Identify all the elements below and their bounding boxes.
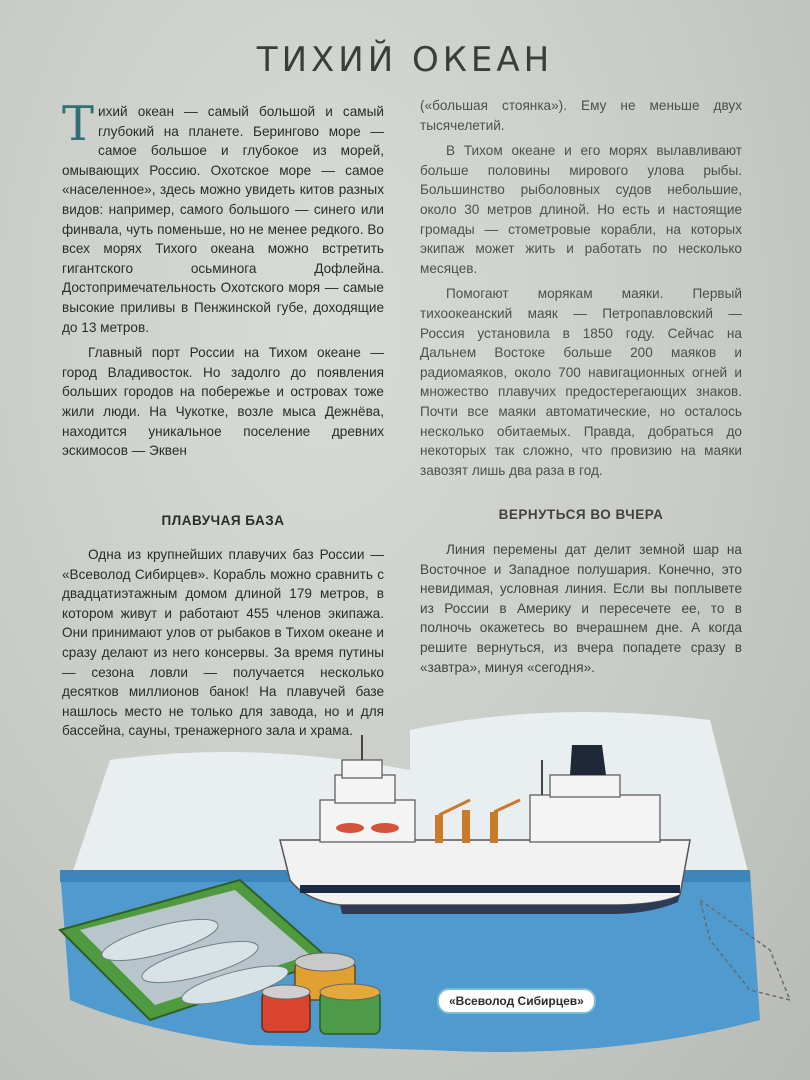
paragraph [62, 96, 384, 337]
paragraph: Помогают морякам маяки. Первый тихоокеанский маяк — Петропавловский — Россия установила в 1850 году. Сейчас на Дальнем Востоке больше 200 маяков и радиомаяков, около 700 навигационных огней и множество плавучих предостерегающих знаков. Почти все маяки автоматические, но осталось несколько обитаемых. Правда, добраться до некоторых так сложно, что провизию на маяки завозят лишь два раза в год. [420, 286, 742, 478]
paragraph: Главный порт России на Тихом океане — город Владивосток. Но задолго до появления больших городов на побережье и островах тоже жили люди. На Чукотке, возле мыса Дежнёва, находится уникальное поселение древних эскимосов — Эквен [62, 345, 384, 459]
back-to-yesterday-heading: ВЕРНУТЬСЯ ВО ВЧЕРА [498, 507, 664, 522]
paragraph: Одна из крупнейших плавучих баз России — «Всеволод Сибирцев». Корабль можно сравнить с двадцатиэтажным домом длиной 179 метров, в котором живут и работают 455 членов экипажа. Они принимают улов от рыбаков в Тихом океане и сразу делают из него консервы. За время путины — сезона ловли — получается несколько десятков миллионов банок! На плавучей базе нашлось место не только для завода, но и для бассейна, сауны, тренажерного зала и храма. [62, 547, 384, 739]
ship-illustration [50, 700, 810, 1080]
drop-cap: Т [62, 96, 95, 152]
paragraph: («большая стоянка»). Ему не меньше двух тысячелетий. [420, 98, 742, 133]
paragraph-text: ихий океан — самый большой и самый глубокий на планете. Берингово море — самое большое и глубокое из морей, омывающих Россию. Охотское море — самое «населенное», здесь можно увидеть китов разных видов: например, самого большого — синего или финвала, чуть поменьше, но не менее редкого. Во всех морях Тихого океана можно встретить гигантского осьминога Дофлейна. Достопримечательность Охотского моря — самые высокие приливы в Пенжинской губе, доходящие до 13 метров. [62, 104, 384, 335]
right-text-column [420, 96, 742, 486]
left-text-column [62, 96, 384, 467]
paragraph: В Тихом океане и его морях вылавливают больше половины мирового улова рыбы. Большинство рыболовных судов небольшие, около 30 метров длиной. Но есть и настоящие громады — стометровые корабли, на которых экипаж может жить и работать по несколько месяцев. [420, 143, 742, 276]
paragraph: Линия перемены дат делит земной шар на Восточное и Западное полушария. Конечно, это невидимая, условная линия. Если вы поплывете из России в Америку и пересечете ее, то в полночь окажетесь во вчерашнем дне. А когда решите вернуться, из вчера попадете сразу в «завтра», минуя «сегодня». [420, 542, 742, 675]
back-to-yesterday-text [420, 540, 742, 683]
page-title: ТИХИЙ ОКЕАН [256, 40, 554, 80]
floating-base-heading: ПЛАВУЧАЯ БАЗА [161, 513, 285, 528]
ship-name-caption: «Всеволод Сибирцев» [437, 988, 596, 1014]
